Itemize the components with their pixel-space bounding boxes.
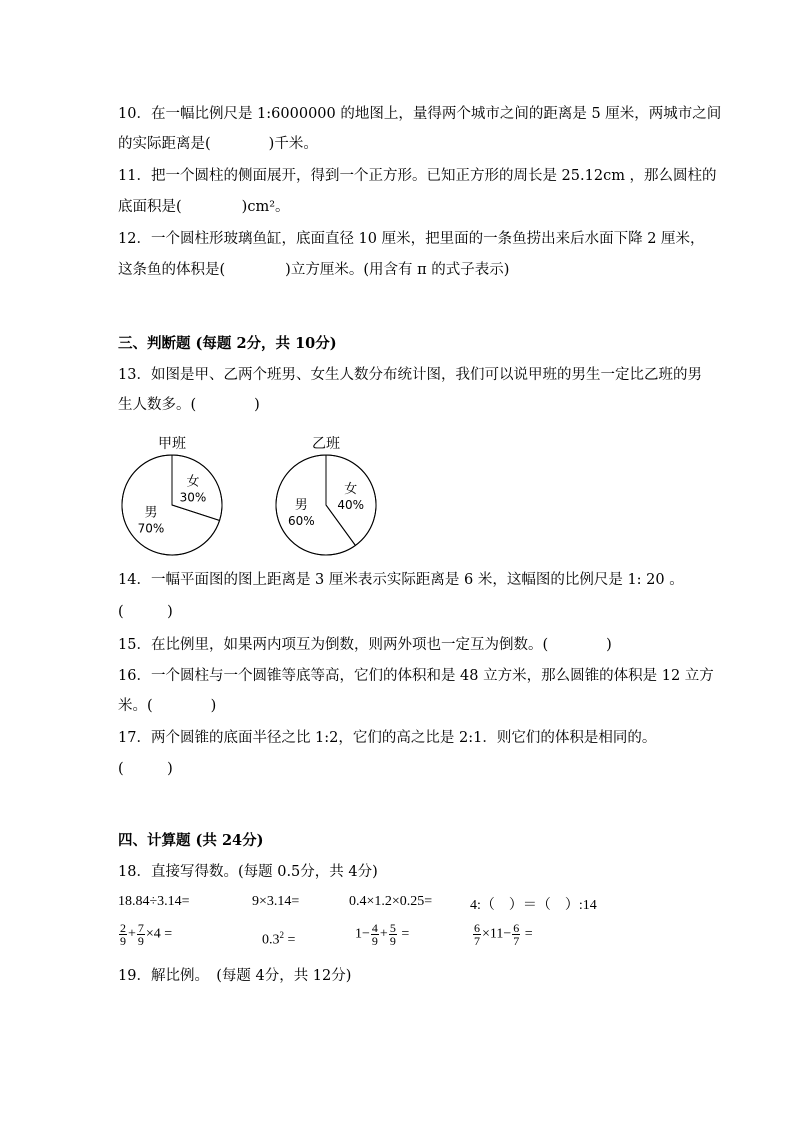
pie-value-label: 60% [287,514,315,528]
q14-line2[interactable]: ( ) [118,604,173,620]
numerator: 7 [137,921,144,935]
pie-category-label: 女 [344,482,358,497]
expr-mid: ×11− [482,926,512,942]
fraction [512,922,520,947]
denominator: 9 [389,934,396,948]
base: 0.3 [262,932,280,948]
q10-line2 [118,134,318,154]
calc-r2-a [118,922,172,947]
equals: = [397,926,410,942]
q10-text-before: 的实际距离是( [118,136,211,152]
pie-category-label: 女 [186,474,200,490]
calc-r1-b: 9×3.14= [252,894,300,909]
q10-text-after: )千米。 [268,136,318,152]
q12-text-before: 这条鱼的体积是( [118,262,226,278]
equals: = [284,932,296,948]
q11-text-before: 底面积是( [118,199,182,215]
calc-r1-d: 4:（ ）＝（ ）:14 [470,898,597,913]
pie-category-label: 男 [144,505,158,521]
fraction [119,922,127,947]
q11-line2 [118,197,290,217]
pie-title: 甲班 [158,436,186,452]
denominator: 9 [371,934,378,948]
section4-title: 四、计算题 (共 24分) [118,832,264,849]
q12-line1: 12．一个圆柱形玻璃鱼缸，底面直径 10 厘米，把里面的一条鱼捞出来后水面下降 2 厘米， [118,231,705,247]
q12-text-after: )立方厘米。(用含有 π 的式子表示) [285,262,510,278]
expr-tail: ×4 = [145,926,173,942]
calc-r1-c: 0.4×1.2×0.25= [349,894,433,909]
pie-value-label: 30% [179,490,207,505]
q15-line1[interactable]: 15．在比例里，如果两内项互为倒数，则两外项也一定互为倒数。( ) [118,637,612,653]
q14-line1: 14．一幅平面图的图上距离是 3 厘米表示实际距离是 6 米，这幅图的比例尺是 1: 20 。 [118,572,684,588]
q12-line2 [118,260,509,280]
denominator: 7 [474,934,480,948]
calc-r2-b [262,930,295,949]
operator: + [379,926,388,942]
numerator: 2 [120,921,126,935]
numerator: 6 [513,921,520,935]
q13-line2[interactable]: 生人数多。( ) [118,397,260,413]
expr-head: 1− [355,926,370,942]
pie-chart-yi [276,436,376,555]
calc-r1-a: 18.84÷3.14= [118,894,190,909]
numerator: 6 [474,921,480,935]
q11-line1: 11．把一个圆柱的侧面展开，得到一个正方形。已知正方形的周长是 25.12cm ，那么圆柱的 [118,168,717,184]
q17-line1: 17．两个圆锥的底面半径之比 1:2，它们的高之比是 2:1．则它们的体积是相同的。 [118,730,657,746]
equals: = [521,926,533,942]
q16-line2[interactable]: 米。( ) [118,698,217,714]
numerator: 4 [371,921,378,935]
pie-chart-jia [122,436,222,555]
fraction [371,922,379,947]
q11-text-after: )cm²。 [241,199,290,215]
q10-line1: 10．在一幅比例尺是 1:6000000 的地图上，量得两个城市之间的距离是 5 厘米，两城市之间 [118,106,722,122]
q19-title: 19．解比例。 (每题 4分，共 12分) [118,968,352,984]
fraction [473,922,481,947]
q17-line2[interactable]: ( ) [118,761,173,777]
calc-r2-c [355,922,409,947]
operator: + [128,926,136,942]
exponent: 2 [279,930,284,940]
pie-title: 乙班 [312,436,340,452]
pie-category-label: 男 [294,498,308,513]
denominator: 9 [120,934,126,948]
fraction [137,922,145,947]
section3-title: 三、判断题 (每题 2分，共 10分) [118,335,337,352]
q18-title-text: 18．直接写得数。(每题 0.5分，共 4分) [118,864,378,880]
calc-r2-d [472,922,533,947]
pie-value-label: 40% [337,498,365,512]
q18-title [118,862,378,882]
q16-line1: 16．一个圆柱与一个圆锥等底等高，它们的体积和是 48 立方米，那么圆锥的体积是 12 立方 [118,668,714,684]
denominator: 7 [513,934,520,948]
pie-value-label: 70% [137,521,165,536]
denominator: 9 [137,934,144,948]
pie-charts [115,430,445,560]
fraction [389,922,397,947]
q13-line1: 13．如图是甲、乙两个班男、女生人数分布统计图，我们可以说甲班的男生一定比乙班的男 [118,367,702,383]
numerator: 5 [389,921,396,935]
